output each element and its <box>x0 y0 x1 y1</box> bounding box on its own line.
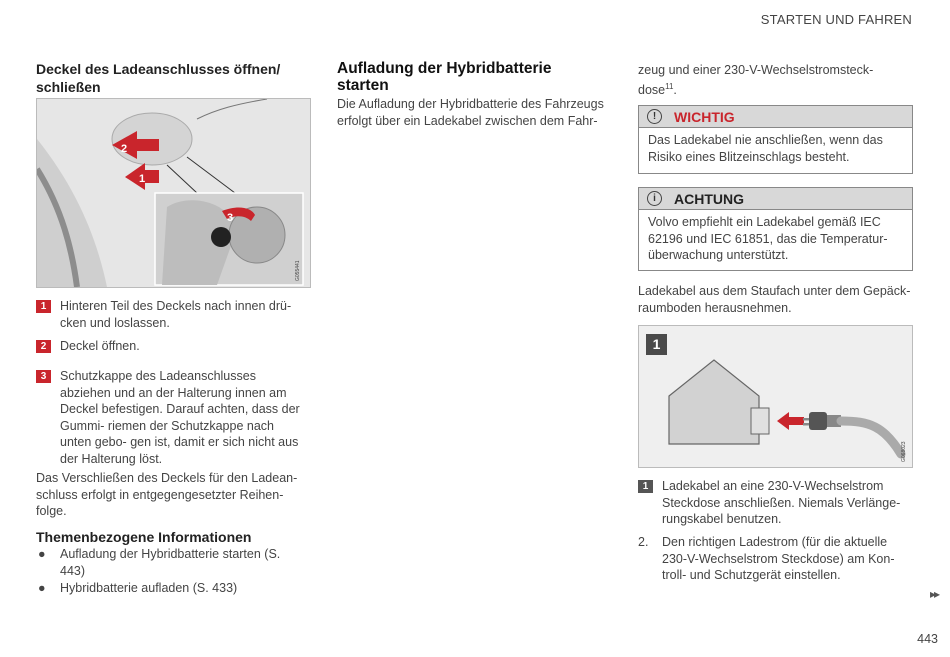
next-page-arrows-icon[interactable]: ▸▸ <box>929 587 938 601</box>
step-item <box>638 534 910 584</box>
house-socket-illustration <box>639 326 912 467</box>
svg-text:3: 3 <box>227 212 234 224</box>
footnote-marker[interactable]: 11 <box>665 81 674 91</box>
section-heading: Deckel des Ladeanschlusses öffnen/ schließen <box>36 61 281 95</box>
step-item <box>36 298 308 331</box>
section-heading: Aufladung der Hybridbatterie starten <box>337 60 552 94</box>
step-text: Hinteren Teil des Deckels nach innen drü- cken und loslassen. <box>60 299 292 330</box>
step-item <box>638 478 910 528</box>
step-item <box>36 368 308 467</box>
step-text: Schutzkappe des Ladeanschlusses abziehen und an der Halterung innen am Deckel befestigen. Darauf achten, dass der Gummi- riemen der Schutzkappe nach unten gebo- gen ist, damit er sich nicht aus der Halterung löst. <box>60 369 300 466</box>
intro-paragraph: Die Aufladung der Hybridbatterie des Fahrzeugs erfolgt über ein Ladekabel zwischen dem Fahr- <box>337 97 604 128</box>
figure-label-badge: 1 <box>646 334 667 355</box>
charging-door-figure <box>36 98 311 288</box>
related-link[interactable]: ● Aufladung der Hybridbatterie starten (S. 443) <box>38 547 281 578</box>
note-title: ACHTUNG <box>674 190 744 207</box>
related-link[interactable]: ● Hybridbatterie aufladen (S. 433) <box>38 581 238 595</box>
svg-text:1: 1 <box>139 173 146 185</box>
charging-cable-figure <box>638 325 913 468</box>
step-number: 2. <box>638 535 649 549</box>
step-text: Ladekabel an eine 230-V-Wechselstrom Steckdose anschließen. Niemals Verlänge- rungskabel benutzen. <box>662 479 901 526</box>
continued-paragraph: zeug und einer 230-V-Wechselstromsteck- dose$^{11}$. <box>638 63 874 97</box>
step-number-badge: 2 <box>36 340 51 353</box>
step-number-badge: 1 <box>36 300 51 313</box>
bullet-icon: ● <box>38 547 46 561</box>
svg-text:G068023: G068023 <box>901 441 907 462</box>
svg-text:2: 2 <box>121 143 128 155</box>
exclamation-icon: ! <box>647 109 662 124</box>
svg-text:G055441: G055441 <box>295 260 301 281</box>
note-box <box>638 187 913 271</box>
bullet-icon: ● <box>38 581 46 595</box>
note-text: Volvo empfiehlt ein Ladekabel gemäß IEC 62196 und IEC 61851, das die Temperatur- überwachung unterstützt. <box>648 215 888 262</box>
warning-text: Das Ladekabel nie anschließen, wenn das Risiko eines Blitzeinschlags besteht. <box>648 133 883 164</box>
step-text: Den richtigen Ladestrom (für die aktuelle 230-V-Wechselstrom Steckdose) am Kon- troll- und Schutzgerät einstellen. <box>662 535 895 582</box>
warning-box <box>638 105 913 174</box>
related-heading: Themenbezogene Informationen <box>36 529 252 545</box>
step-number-badge: 1 <box>638 480 653 493</box>
section-header: STARTEN UND FAHREN <box>760 12 912 27</box>
charging-door-illustration <box>37 99 310 287</box>
warning-title: WICHTIG <box>674 108 735 125</box>
step-text: Deckel öffnen. <box>60 339 140 353</box>
info-icon: i <box>647 191 662 206</box>
pre-figure-paragraph: Ladekabel aus dem Staufach unter dem Gepäck- raumboden herausnehmen. <box>638 284 911 315</box>
page-number: 443 <box>917 632 938 646</box>
step-item <box>36 338 308 355</box>
step-number-badge: 3 <box>36 370 51 383</box>
closing-paragraph: Das Verschließen des Deckels für den Ladean- schluss erfolgt in entgegengesetzter Reihen- folge. <box>36 471 298 518</box>
